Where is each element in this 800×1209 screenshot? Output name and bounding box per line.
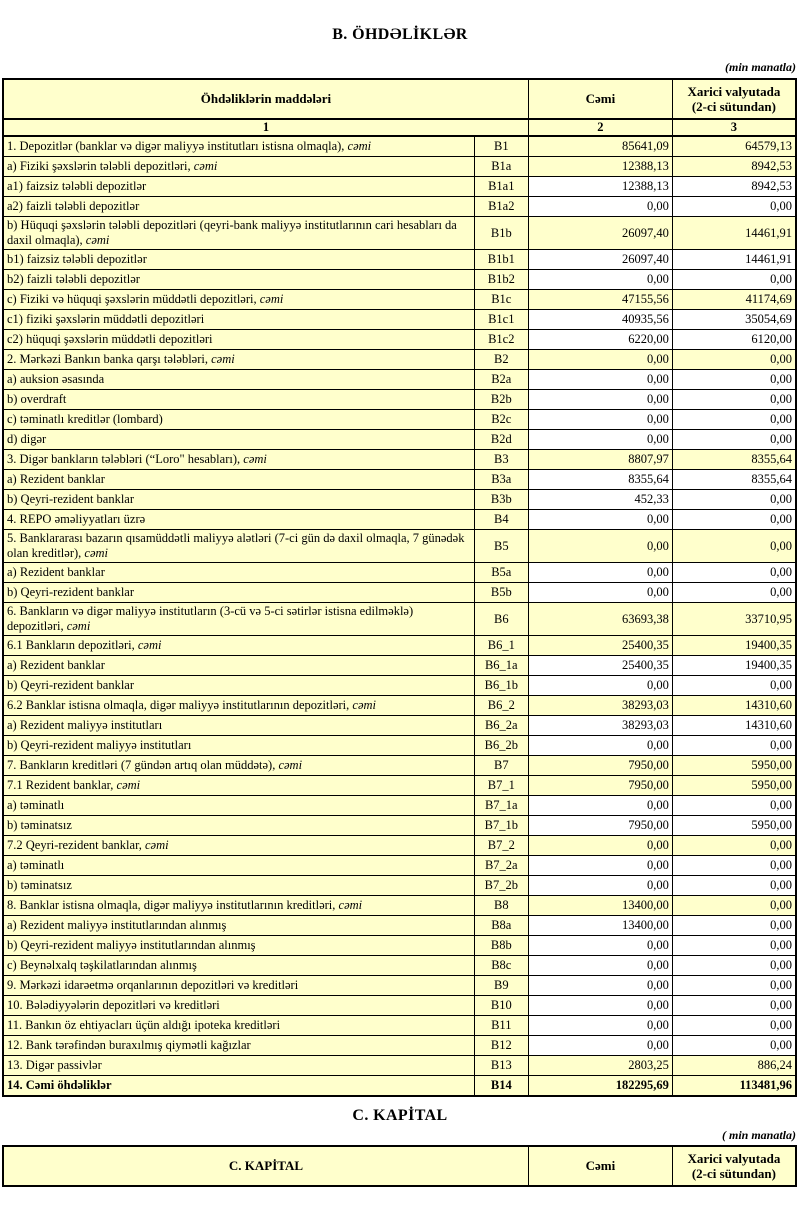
row-total-value: 7950,00 bbox=[528, 776, 672, 796]
row-fx-value: 0,00 bbox=[672, 996, 796, 1016]
table-row bbox=[3, 676, 796, 696]
table-row bbox=[3, 896, 796, 916]
row-fx-value: 5950,00 bbox=[672, 816, 796, 836]
row-fx-value: 35054,69 bbox=[672, 310, 796, 330]
table-row bbox=[3, 430, 796, 450]
row-code: B4 bbox=[474, 510, 528, 530]
row-label: b) təminatsız bbox=[3, 816, 474, 836]
row-label: 9. Mərkəzi idarəetmə orqanlarının depozitləri və kreditləri bbox=[3, 976, 474, 996]
table-row bbox=[3, 1016, 796, 1036]
row-total-value: 25400,35 bbox=[528, 656, 672, 676]
row-fx-value: 0,00 bbox=[672, 197, 796, 217]
row-total-value: 0,00 bbox=[528, 736, 672, 756]
row-total-value: 0,00 bbox=[528, 876, 672, 896]
row-fx-value: 0,00 bbox=[672, 796, 796, 816]
row-label: b) Qeyri-rezident banklar bbox=[3, 583, 474, 603]
row-fx-value: 0,00 bbox=[672, 563, 796, 583]
row-fx-value: 0,00 bbox=[672, 370, 796, 390]
row-code: B2b bbox=[474, 390, 528, 410]
row-total-value: 0,00 bbox=[528, 563, 672, 583]
row-code: B2c bbox=[474, 410, 528, 430]
row-label: a) Rezident maliyyə institutları bbox=[3, 716, 474, 736]
row-label: 2. Mərkəzi Bankın banka qarşı tələbləri, cəmi bbox=[3, 350, 474, 370]
row-code: B5 bbox=[474, 530, 528, 563]
table-row bbox=[3, 450, 796, 470]
row-label: 12. Bank tərəfindən buraxılmış qiymətli kağızlar bbox=[3, 1036, 474, 1056]
row-label: 7. Bankların kreditləri (7 gündən artıq olan müddətə), cəmi bbox=[3, 756, 474, 776]
table-row bbox=[3, 756, 796, 776]
row-total-value: 47155,56 bbox=[528, 290, 672, 310]
row-total-value: 8355,64 bbox=[528, 470, 672, 490]
row-code: B2d bbox=[474, 430, 528, 450]
row-fx-value: 33710,95 bbox=[672, 603, 796, 636]
row-total-value: 182295,69 bbox=[528, 1076, 672, 1097]
row-label: c) Fiziki və hüquqi şəxslərin müddətli depozitləri, cəmi bbox=[3, 290, 474, 310]
row-fx-value: 5950,00 bbox=[672, 776, 796, 796]
row-fx-value: 14310,60 bbox=[672, 716, 796, 736]
row-fx-value: 0,00 bbox=[672, 410, 796, 430]
row-label: 5. Banklararası bazarın qısamüddətli maliyyə alətləri (7-ci gün də daxil olmaqla, 7 günədək olan kreditlər), cəmi bbox=[3, 530, 474, 563]
row-total-value: 26097,40 bbox=[528, 217, 672, 250]
row-code: B6_2b bbox=[474, 736, 528, 756]
row-label: b) Qeyri-rezident banklar bbox=[3, 676, 474, 696]
row-code: B7_2 bbox=[474, 836, 528, 856]
row-label: a) Rezident banklar bbox=[3, 656, 474, 676]
row-label: a) Rezident banklar bbox=[3, 563, 474, 583]
section-b-title: B. ÖHDƏLİKLƏR bbox=[332, 26, 468, 43]
table-row bbox=[3, 856, 796, 876]
row-total-value: 25400,35 bbox=[528, 636, 672, 656]
row-total-value: 0,00 bbox=[528, 1016, 672, 1036]
row-fx-value: 0,00 bbox=[672, 1016, 796, 1036]
row-fx-value: 8942,53 bbox=[672, 157, 796, 177]
capital-header-row bbox=[3, 1146, 796, 1186]
row-code: B1a bbox=[474, 157, 528, 177]
capital-fx-header-line1: Xarici valyutada bbox=[687, 1150, 781, 1166]
row-label: b) Qeyri-rezident maliyyə institutlarından alınmış bbox=[3, 936, 474, 956]
document-page bbox=[0, 26, 800, 1209]
column-numbers-row bbox=[3, 119, 796, 136]
row-total-value: 0,00 bbox=[528, 350, 672, 370]
row-label: b) Qeyri-rezident banklar bbox=[3, 490, 474, 510]
row-label-italic-suffix: cəmi bbox=[352, 698, 377, 712]
row-label: a) Fiziki şəxslərin tələbli depozitləri, cəmi bbox=[3, 157, 474, 177]
row-fx-value: 0,00 bbox=[672, 956, 796, 976]
row-total-value: 7950,00 bbox=[528, 756, 672, 776]
row-total-value: 26097,40 bbox=[528, 250, 672, 270]
row-total-value: 0,00 bbox=[528, 530, 672, 563]
row-fx-value: 0,00 bbox=[672, 736, 796, 756]
row-label: b2) faizli tələbli depozitlər bbox=[3, 270, 474, 290]
row-label-italic-suffix: cəmi bbox=[144, 838, 169, 852]
row-label-italic-suffix: cəmi bbox=[193, 159, 218, 173]
row-fx-value: 14461,91 bbox=[672, 250, 796, 270]
table-row bbox=[3, 350, 796, 370]
row-label: 7.2 Qeyri-rezident banklar, cəmi bbox=[3, 836, 474, 856]
row-label-italic-suffix: cəmi bbox=[243, 452, 267, 466]
table-row bbox=[3, 603, 796, 636]
table-row bbox=[3, 490, 796, 510]
row-fx-value: 113481,96 bbox=[672, 1076, 796, 1097]
table-row bbox=[3, 916, 796, 936]
row-total-value: 452,33 bbox=[528, 490, 672, 510]
row-fx-value: 8355,64 bbox=[672, 470, 796, 490]
table-row bbox=[3, 583, 796, 603]
row-code: B1b bbox=[474, 217, 528, 250]
row-fx-value: 0,00 bbox=[672, 836, 796, 856]
row-total-value: 0,00 bbox=[528, 676, 672, 696]
row-code: B6_1b bbox=[474, 676, 528, 696]
row-fx-value: 14461,91 bbox=[672, 217, 796, 250]
row-total-value: 6220,00 bbox=[528, 330, 672, 350]
capital-fx-header-line2: (2-ci sütundan) bbox=[691, 1166, 776, 1181]
table-row bbox=[3, 836, 796, 856]
row-code: B1c2 bbox=[474, 330, 528, 350]
row-code: B3b bbox=[474, 490, 528, 510]
table-row bbox=[3, 656, 796, 676]
row-total-value: 0,00 bbox=[528, 856, 672, 876]
table-row bbox=[3, 976, 796, 996]
row-label: b) Hüquqi şəxslərin tələbli depozitləri (qeyri-bank maliyyə institutlarının cari hesabları da daxil olmaqla), cəmi bbox=[3, 217, 474, 250]
row-label: b1) faizsiz tələbli depozitlər bbox=[3, 250, 474, 270]
column-number-1: 1 bbox=[3, 119, 528, 136]
row-code: B5b bbox=[474, 583, 528, 603]
row-total-value: 13400,00 bbox=[528, 896, 672, 916]
row-label-italic-suffix: cəmi bbox=[84, 546, 109, 560]
row-fx-value: 6120,00 bbox=[672, 330, 796, 350]
table-row bbox=[3, 290, 796, 310]
row-code: B1 bbox=[474, 136, 528, 157]
row-label-italic-suffix: cəmi bbox=[85, 233, 110, 247]
row-label: c2) hüquqi şəxslərin müddətli depozitləri bbox=[3, 330, 474, 350]
row-total-value: 0,00 bbox=[528, 796, 672, 816]
row-code: B14 bbox=[474, 1076, 528, 1097]
row-code: B7_2a bbox=[474, 856, 528, 876]
row-fx-value: 0,00 bbox=[672, 936, 796, 956]
row-code: B8b bbox=[474, 936, 528, 956]
table-row bbox=[3, 136, 796, 157]
row-fx-value: 8355,64 bbox=[672, 450, 796, 470]
row-label: d) digər bbox=[3, 430, 474, 450]
row-total-value: 63693,38 bbox=[528, 603, 672, 636]
row-total-value: 0,00 bbox=[528, 583, 672, 603]
table-row bbox=[3, 696, 796, 716]
row-code: B6 bbox=[474, 603, 528, 636]
row-label: 1. Depozitlər (banklar və digər maliyyə institutları istisna olmaqla), cəmi bbox=[3, 136, 474, 157]
row-total-value: 8807,97 bbox=[528, 450, 672, 470]
row-code: B8a bbox=[474, 916, 528, 936]
row-fx-value: 0,00 bbox=[672, 916, 796, 936]
row-total-value: 0,00 bbox=[528, 410, 672, 430]
row-total-value: 0,00 bbox=[528, 996, 672, 1016]
row-code: B6_1 bbox=[474, 636, 528, 656]
row-label: 13. Digər passivlər bbox=[3, 1056, 474, 1076]
row-fx-value: 0,00 bbox=[672, 856, 796, 876]
row-code: B6_2a bbox=[474, 716, 528, 736]
table-row bbox=[3, 816, 796, 836]
row-code: B12 bbox=[474, 1036, 528, 1056]
total-column-header: Cəmi bbox=[528, 79, 672, 119]
row-label: b) Qeyri-rezident maliyyə institutları bbox=[3, 736, 474, 756]
table-row bbox=[3, 1036, 796, 1056]
row-code: B2a bbox=[474, 370, 528, 390]
row-total-value: 0,00 bbox=[528, 430, 672, 450]
row-code: B1b1 bbox=[474, 250, 528, 270]
column-number-3: 3 bbox=[672, 119, 796, 136]
row-code: B8c bbox=[474, 956, 528, 976]
table-row bbox=[3, 410, 796, 430]
row-code: B13 bbox=[474, 1056, 528, 1076]
capital-fx-header bbox=[672, 1146, 796, 1186]
table-row bbox=[3, 390, 796, 410]
row-fx-value: 0,00 bbox=[672, 676, 796, 696]
row-label: b) overdraft bbox=[3, 390, 474, 410]
row-fx-value: 0,00 bbox=[672, 583, 796, 603]
row-fx-value: 8942,53 bbox=[672, 177, 796, 197]
row-label: a2) faizli tələbli depozitlər bbox=[3, 197, 474, 217]
row-code: B7_1b bbox=[474, 816, 528, 836]
row-label: 3. Digər bankların tələbləri (“Loro" hesabları), cəmi bbox=[3, 450, 474, 470]
table-row bbox=[3, 157, 796, 177]
row-code: B7 bbox=[474, 756, 528, 776]
row-label-italic-suffix: cəmi bbox=[66, 619, 91, 633]
table-row bbox=[3, 716, 796, 736]
row-total-value: 0,00 bbox=[528, 976, 672, 996]
row-total-value: 0,00 bbox=[528, 370, 672, 390]
column-number-2: 2 bbox=[528, 119, 672, 136]
row-label: a) auksion əsasında bbox=[3, 370, 474, 390]
row-label: a) Rezident maliyyə institutlarından alınmış bbox=[3, 916, 474, 936]
row-label: 4. REPO əməliyyatları üzrə bbox=[3, 510, 474, 530]
table-row bbox=[3, 936, 796, 956]
table-row bbox=[3, 370, 796, 390]
table-row bbox=[3, 563, 796, 583]
row-label-italic-suffix: cəmi bbox=[338, 898, 363, 912]
table-row bbox=[3, 330, 796, 350]
row-code: B3a bbox=[474, 470, 528, 490]
table-row bbox=[3, 530, 796, 563]
row-fx-value: 886,24 bbox=[672, 1056, 796, 1076]
fx-header-line2: (2-ci sütundan) bbox=[691, 99, 776, 114]
table-row bbox=[3, 876, 796, 896]
row-label: a) təminatlı bbox=[3, 856, 474, 876]
table-row bbox=[3, 1076, 796, 1097]
capital-table bbox=[2, 1145, 797, 1187]
row-label: 6. Bankların və digər maliyyə institutların (3-cü və 5-ci sətirlər istisna edilməklə) depozitləri, cəmi bbox=[3, 603, 474, 636]
row-fx-value: 41174,69 bbox=[672, 290, 796, 310]
table-row bbox=[3, 177, 796, 197]
row-label-italic-suffix: cəmi bbox=[116, 778, 141, 792]
capital-items-header: C. KAPİTAL bbox=[3, 1146, 528, 1186]
row-fx-value: 0,00 bbox=[672, 390, 796, 410]
row-code: B1b2 bbox=[474, 270, 528, 290]
row-total-value: 0,00 bbox=[528, 956, 672, 976]
table-row bbox=[3, 776, 796, 796]
fx-header-line1: Xarici valyutada bbox=[687, 83, 781, 99]
row-fx-value: 0,00 bbox=[672, 1036, 796, 1056]
row-label: a1) faizsiz tələbli depozitlər bbox=[3, 177, 474, 197]
row-fx-value: 64579,13 bbox=[672, 136, 796, 157]
row-label: 6.2 Banklar istisna olmaqla, digər maliyyə institutlarının depozitləri, cəmi bbox=[3, 696, 474, 716]
row-code: B9 bbox=[474, 976, 528, 996]
row-label: 6.1 Bankların depozitləri, cəmi bbox=[3, 636, 474, 656]
row-code: B8 bbox=[474, 896, 528, 916]
table-row bbox=[3, 510, 796, 530]
row-fx-value: 0,00 bbox=[672, 530, 796, 563]
row-fx-value: 0,00 bbox=[672, 350, 796, 370]
row-total-value: 38293,03 bbox=[528, 716, 672, 736]
table-row bbox=[3, 1056, 796, 1076]
row-code: B7_1a bbox=[474, 796, 528, 816]
unit-note-c: ( min manatla) bbox=[721, 1128, 796, 1142]
row-label: c) təminatlı kreditlər (lombard) bbox=[3, 410, 474, 430]
row-code: B11 bbox=[474, 1016, 528, 1036]
row-label: a) təminatlı bbox=[3, 796, 474, 816]
row-code: B7_2b bbox=[474, 876, 528, 896]
row-label: c1) fiziki şəxslərin müddətli depozitləri bbox=[3, 310, 474, 330]
row-code: B1a1 bbox=[474, 177, 528, 197]
row-fx-value: 5950,00 bbox=[672, 756, 796, 776]
row-total-value: 12388,13 bbox=[528, 177, 672, 197]
row-fx-value: 0,00 bbox=[672, 490, 796, 510]
page-container bbox=[0, 26, 800, 1187]
capital-total-header: Cəmi bbox=[528, 1146, 672, 1186]
row-fx-value: 0,00 bbox=[672, 976, 796, 996]
row-label: 14. Cəmi öhdəliklər bbox=[3, 1076, 474, 1097]
row-label: a) Rezident banklar bbox=[3, 470, 474, 490]
row-label-italic-suffix: cəmi bbox=[259, 292, 284, 306]
row-label: 10. Bələdiyyələrin depozitləri və kreditləri bbox=[3, 996, 474, 1016]
row-fx-value: 0,00 bbox=[672, 896, 796, 916]
row-label-italic-suffix: cəmi bbox=[211, 352, 235, 366]
row-label: 8. Banklar istisna olmaqla, digər maliyyə institutlarının kreditləri, cəmi bbox=[3, 896, 474, 916]
row-code: B5a bbox=[474, 563, 528, 583]
table-row bbox=[3, 736, 796, 756]
row-label-italic-suffix: cəmi bbox=[347, 139, 372, 153]
row-code: B2 bbox=[474, 350, 528, 370]
row-total-value: 2803,25 bbox=[528, 1056, 672, 1076]
row-fx-value: 19400,35 bbox=[672, 636, 796, 656]
row-label: 7.1 Rezident banklar, cəmi bbox=[3, 776, 474, 796]
row-total-value: 0,00 bbox=[528, 936, 672, 956]
row-code: B7_1 bbox=[474, 776, 528, 796]
table-row bbox=[3, 956, 796, 976]
row-label-italic-suffix: cəmi bbox=[278, 758, 303, 772]
row-total-value: 38293,03 bbox=[528, 696, 672, 716]
table-row bbox=[3, 796, 796, 816]
row-code: B10 bbox=[474, 996, 528, 1016]
row-code: B6_1a bbox=[474, 656, 528, 676]
row-total-value: 0,00 bbox=[528, 197, 672, 217]
row-label: b) təminatsız bbox=[3, 876, 474, 896]
unit-note-b: (min manatla) bbox=[724, 60, 796, 74]
row-fx-value: 0,00 bbox=[672, 430, 796, 450]
row-total-value: 85641,09 bbox=[528, 136, 672, 157]
liabilities-table bbox=[2, 78, 797, 1097]
row-fx-value: 0,00 bbox=[672, 510, 796, 530]
row-code: B1c1 bbox=[474, 310, 528, 330]
row-total-value: 12388,13 bbox=[528, 157, 672, 177]
row-fx-value: 0,00 bbox=[672, 270, 796, 290]
table-row bbox=[3, 996, 796, 1016]
table-row bbox=[3, 636, 796, 656]
row-total-value: 0,00 bbox=[528, 1036, 672, 1056]
row-total-value: 13400,00 bbox=[528, 916, 672, 936]
items-column-header: Öhdəliklərin maddələri bbox=[3, 79, 528, 119]
row-fx-value: 14310,60 bbox=[672, 696, 796, 716]
table-row bbox=[3, 217, 796, 250]
table-header-row bbox=[3, 79, 796, 119]
table-row bbox=[3, 470, 796, 490]
table-row bbox=[3, 310, 796, 330]
row-total-value: 0,00 bbox=[528, 510, 672, 530]
row-label-italic-suffix: cəmi bbox=[137, 638, 162, 652]
row-fx-value: 19400,35 bbox=[672, 656, 796, 676]
row-total-value: 0,00 bbox=[528, 836, 672, 856]
row-total-value: 7950,00 bbox=[528, 816, 672, 836]
table-row bbox=[3, 270, 796, 290]
row-code: B3 bbox=[474, 450, 528, 470]
row-code: B1c bbox=[474, 290, 528, 310]
table-row bbox=[3, 197, 796, 217]
table-row bbox=[3, 250, 796, 270]
row-label: c) Beynəlxalq təşkilatlarından alınmış bbox=[3, 956, 474, 976]
row-total-value: 0,00 bbox=[528, 270, 672, 290]
row-total-value: 40935,56 bbox=[528, 310, 672, 330]
fx-column-header bbox=[672, 79, 796, 119]
row-fx-value: 0,00 bbox=[672, 876, 796, 896]
section-c-title: C. KAPİTAL bbox=[352, 1107, 448, 1124]
row-code: B6_2 bbox=[474, 696, 528, 716]
row-label: 11. Bankın öz ehtiyacları üçün aldığı ipoteka kreditləri bbox=[3, 1016, 474, 1036]
row-code: B1a2 bbox=[474, 197, 528, 217]
row-total-value: 0,00 bbox=[528, 390, 672, 410]
